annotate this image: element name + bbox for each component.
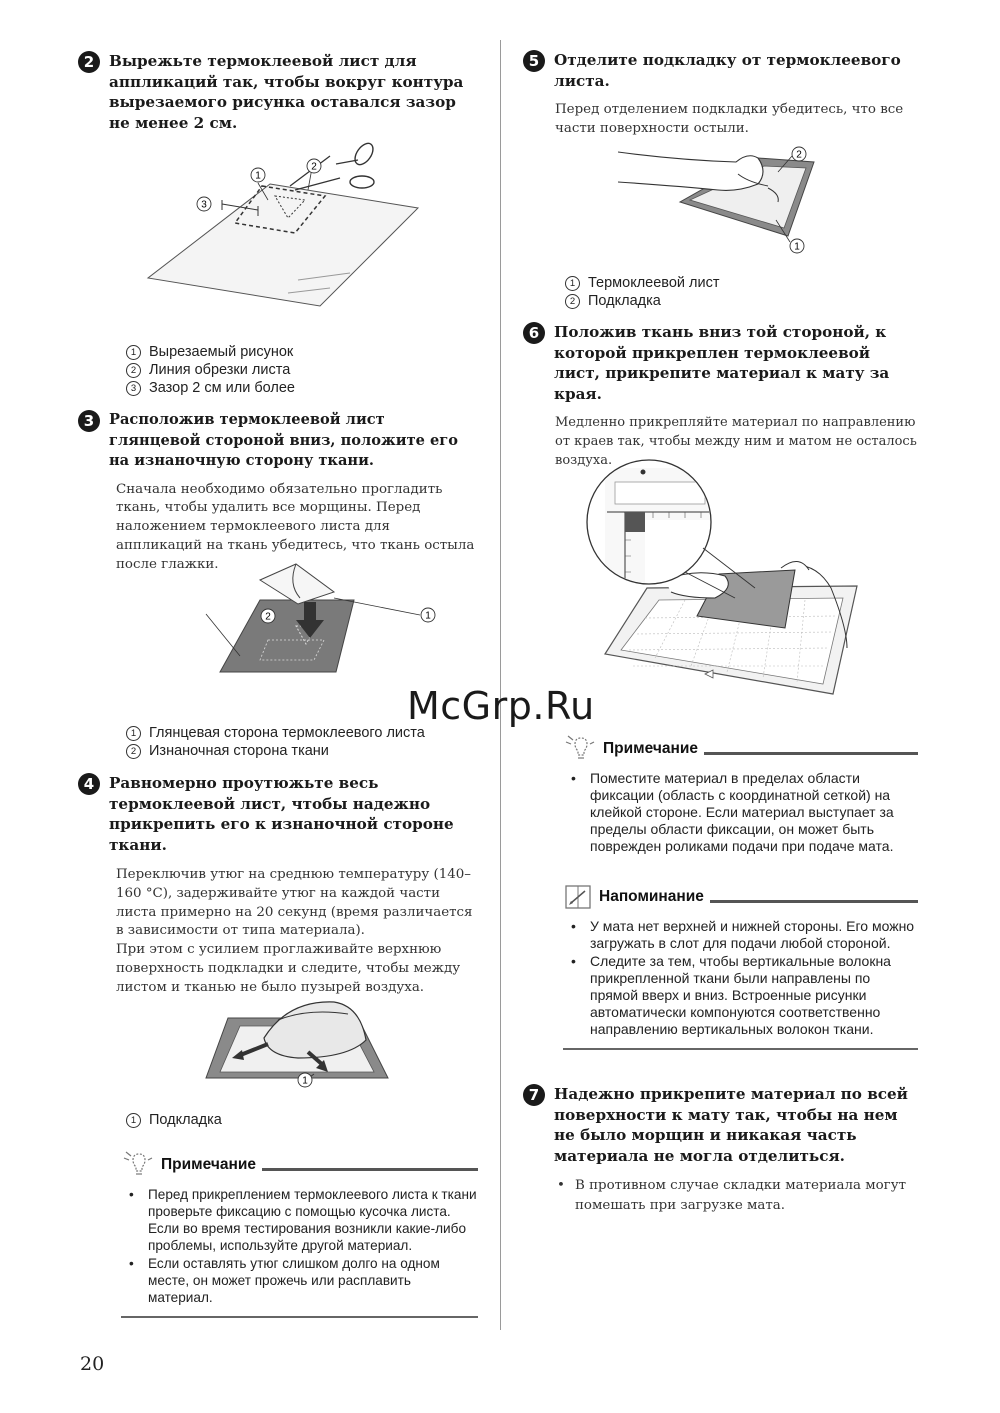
step-2 <box>78 51 480 133</box>
step-4-captions <box>126 1111 222 1129</box>
note-list <box>563 770 918 855</box>
note-item: • Поместите материал в пределах области фиксации (область с координатной сеткой) на клейкой стороне. Если материал выступает за пределы области фиксации, он может быть поврежден роликами подачи при подаче мата. <box>563 770 918 855</box>
note-rule <box>704 752 918 755</box>
notebook-icon <box>563 883 593 911</box>
step-body: Сначала необходимо обязательно прогладить ткань, чтобы удалить все морщины. Перед наложением термоклеевого листа для аппликаций на ткань убедитесь, что ткань остыла после глажки. <box>116 481 475 572</box>
caption-item: 1 Глянцевая сторона термоклеевого листа <box>126 724 425 742</box>
caption-item: 1 Термоклеевой лист <box>565 274 719 292</box>
step-number: 5 <box>523 50 545 72</box>
svg-text:1: 1 <box>425 610 431 622</box>
sheet-on-fabric-illustration <box>178 560 458 680</box>
step-5-captions <box>565 274 719 310</box>
iron-illustration <box>198 998 398 1093</box>
note-item: • Перед прикреплением термоклеевого листа к ткани проверьте фиксацию с помощью кусочка листа. Если во время тестирования возникли какие-либо проблемы, используйте другой материал. <box>121 1186 478 1254</box>
step-title: Расположив термоклеевой лист глянцевой стороной вниз, положите его на изнаночную сторону ткани. <box>109 411 458 469</box>
svg-text:1: 1 <box>302 1075 308 1087</box>
note-box <box>563 736 918 856</box>
step-5 <box>523 50 920 139</box>
svg-text:2: 2 <box>796 149 802 161</box>
step-title: Надежно прикрепите материал по всей поверхности к мату так, чтобы на нем не было морщин и никакая часть материала не могла отделиться. <box>554 1085 908 1165</box>
note-title: Примечание <box>161 1156 256 1173</box>
caption-item: 1 Подкладка <box>126 1111 222 1129</box>
peel-backing-illustration <box>618 142 838 257</box>
step-body: При этом с усилием проглаживайте верхнюю поверхность подкладки и следите, чтобы между листом и тканью не было пузырей воздуха. <box>116 942 461 995</box>
mat-attach-illustration <box>585 448 885 698</box>
lightbulb-icon <box>121 1150 155 1180</box>
step-3 <box>78 410 480 574</box>
note-bottom-rule <box>121 1316 478 1318</box>
caption-item: 3 Зазор 2 см или более <box>126 379 295 397</box>
marker-3: 3 <box>201 199 207 211</box>
step-number: 3 <box>78 410 100 432</box>
step-title: Положив ткань вниз той стороной, к которой прикреплен термоклеевой лист, прикрепите материал к мату за края. <box>554 323 890 403</box>
reminder-bottom-rule <box>563 1048 918 1050</box>
step-number: 4 <box>78 773 100 795</box>
caption-item: 2 Изнаночная сторона ткани <box>126 742 425 760</box>
note-box <box>121 1152 478 1318</box>
step-body: Перед отделением подкладки убедитесь, что все части поверхности остыли. <box>555 102 904 136</box>
step-body: Медленно прикрепляйте материал по направлению от краев так, чтобы между ним и матом не осталось воздуха. <box>555 415 917 468</box>
step-7 <box>523 1084 920 1215</box>
step-number: 2 <box>78 51 100 73</box>
note-item: • Если оставлять утюг слишком долго на одном месте, он может прожечь или расплавить материал. <box>121 1255 478 1306</box>
lightbulb-icon <box>563 734 597 764</box>
step-title: Вырежьте термоклеевой лист для аппликаций так, чтобы вокруг контура вырезаемого рисунка оставался зазор не менее 2 см. <box>109 52 464 132</box>
caption-item: 2 Линия обрезки листа <box>126 361 295 379</box>
step-title: Равномерно проутюжьте весь термоклеевой лист, чтобы надежно прикрепить его к изнаночной стороне ткани. <box>109 774 454 854</box>
marker-1: 1 <box>255 170 261 182</box>
reminder-title: Напоминание <box>599 888 704 905</box>
caption-item: 2 Подкладка <box>565 292 719 310</box>
watermark: McGrp.Ru <box>407 684 595 728</box>
svg-text:1: 1 <box>794 241 800 253</box>
step-3-captions <box>126 724 425 760</box>
note-list <box>121 1186 478 1306</box>
note-rule <box>262 1168 478 1171</box>
step-2-captions <box>126 343 295 397</box>
reminder-box <box>563 884 918 1050</box>
step-number: 6 <box>523 322 545 344</box>
caption-item: 1 Вырезаемый рисунок <box>126 343 295 361</box>
svg-text:2: 2 <box>265 611 271 623</box>
reminder-list <box>563 918 918 1038</box>
reminder-item: • У мата нет верхней и нижней стороны. Его можно загружать в слот для подачи любой стороной. <box>563 918 918 952</box>
reminder-item: • Следите за тем, чтобы вертикальные волокна прикрепленной ткани были направлены по прямой вверх и вниз. Встроенные рисунки автоматически компонуются соответственно направлению вертикальных волокон ткани. <box>563 953 918 1038</box>
reminder-rule <box>710 900 918 903</box>
marker-2: 2 <box>311 161 317 173</box>
step-number: 7 <box>523 1084 545 1106</box>
step-4 <box>78 773 480 998</box>
page-number: 20 <box>80 1353 105 1375</box>
step-bullet: • В противном случае складки материала могут помешать при загрузке мата. <box>555 1176 920 1215</box>
cut-sheet-illustration <box>140 138 425 313</box>
note-title: Примечание <box>603 740 698 757</box>
step-title: Отделите подкладку от термоклеевого листа. <box>554 51 901 90</box>
step-body: Переключив утюг на среднюю температуру (140–160 °C), задерживайте утюг на каждой части листа примерно на 20 секунд (время различается в зависимости от типа материала). <box>116 867 473 939</box>
